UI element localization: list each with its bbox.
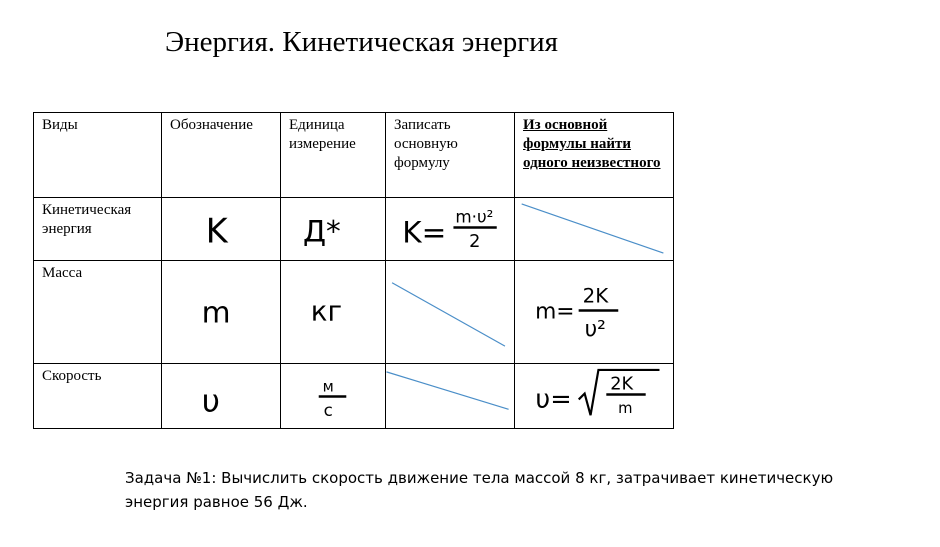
header-kinds: Виды [34, 113, 162, 198]
kind-mass: Масса [34, 261, 162, 364]
derived-cell [515, 198, 674, 261]
derived-left: m= [535, 299, 575, 325]
table-row [34, 364, 674, 429]
symbol-cell [162, 261, 281, 364]
unit-numerator: м [322, 378, 334, 396]
derived-cell [515, 261, 674, 364]
derived-numerator: 2K [610, 374, 634, 395]
unit-cell [281, 364, 386, 429]
table-header-row [34, 113, 674, 198]
table-row [34, 261, 674, 364]
symbol-text: υ [201, 383, 221, 420]
strike-line [522, 204, 664, 253]
header-unit: Единица измерение [281, 113, 386, 198]
energy-table [33, 112, 674, 429]
formula-cell [386, 198, 515, 261]
formula-cell [386, 261, 515, 364]
formula-numerator: m·υ² [455, 206, 494, 227]
unit-text: кг [310, 294, 343, 328]
symbol-cell [162, 198, 281, 261]
formula-denominator: 2 [469, 232, 481, 253]
header-symbol: Обозначение [162, 113, 281, 198]
header-formula: Записать основную формулу [386, 113, 515, 198]
page-title: Энергия. Кинетическая энергия [165, 26, 558, 58]
symbol-cell [162, 364, 281, 429]
unit-cell [281, 261, 386, 364]
symbol-text: K [205, 211, 228, 251]
strike-line [386, 372, 508, 409]
kind-speed: Скорость [34, 364, 162, 429]
symbol-text: m [201, 295, 231, 331]
derived-numerator: 2K [582, 284, 609, 308]
strike-line [392, 283, 505, 346]
kind-kinetic: Кинетическая энергия [34, 198, 162, 261]
derived-denominator: m [618, 400, 633, 418]
derived-denominator: υ² [584, 317, 606, 343]
task-text: Задача №1: Вычислить скорость движение тела массой 8 кг, затрачивает кинетическую энергия равное 56 Дж. [125, 469, 834, 511]
unit-cell [281, 198, 386, 261]
header-find-unknown: Из основной формулы найти одного неизвестного [515, 113, 674, 198]
derived-cell [515, 364, 674, 429]
unit-denominator: с [323, 400, 333, 421]
unit-text: Д* [302, 214, 341, 249]
formula-cell [386, 364, 515, 429]
table-row [34, 198, 674, 261]
derived-left: υ= [535, 384, 572, 415]
formula-left: K= [402, 215, 447, 250]
